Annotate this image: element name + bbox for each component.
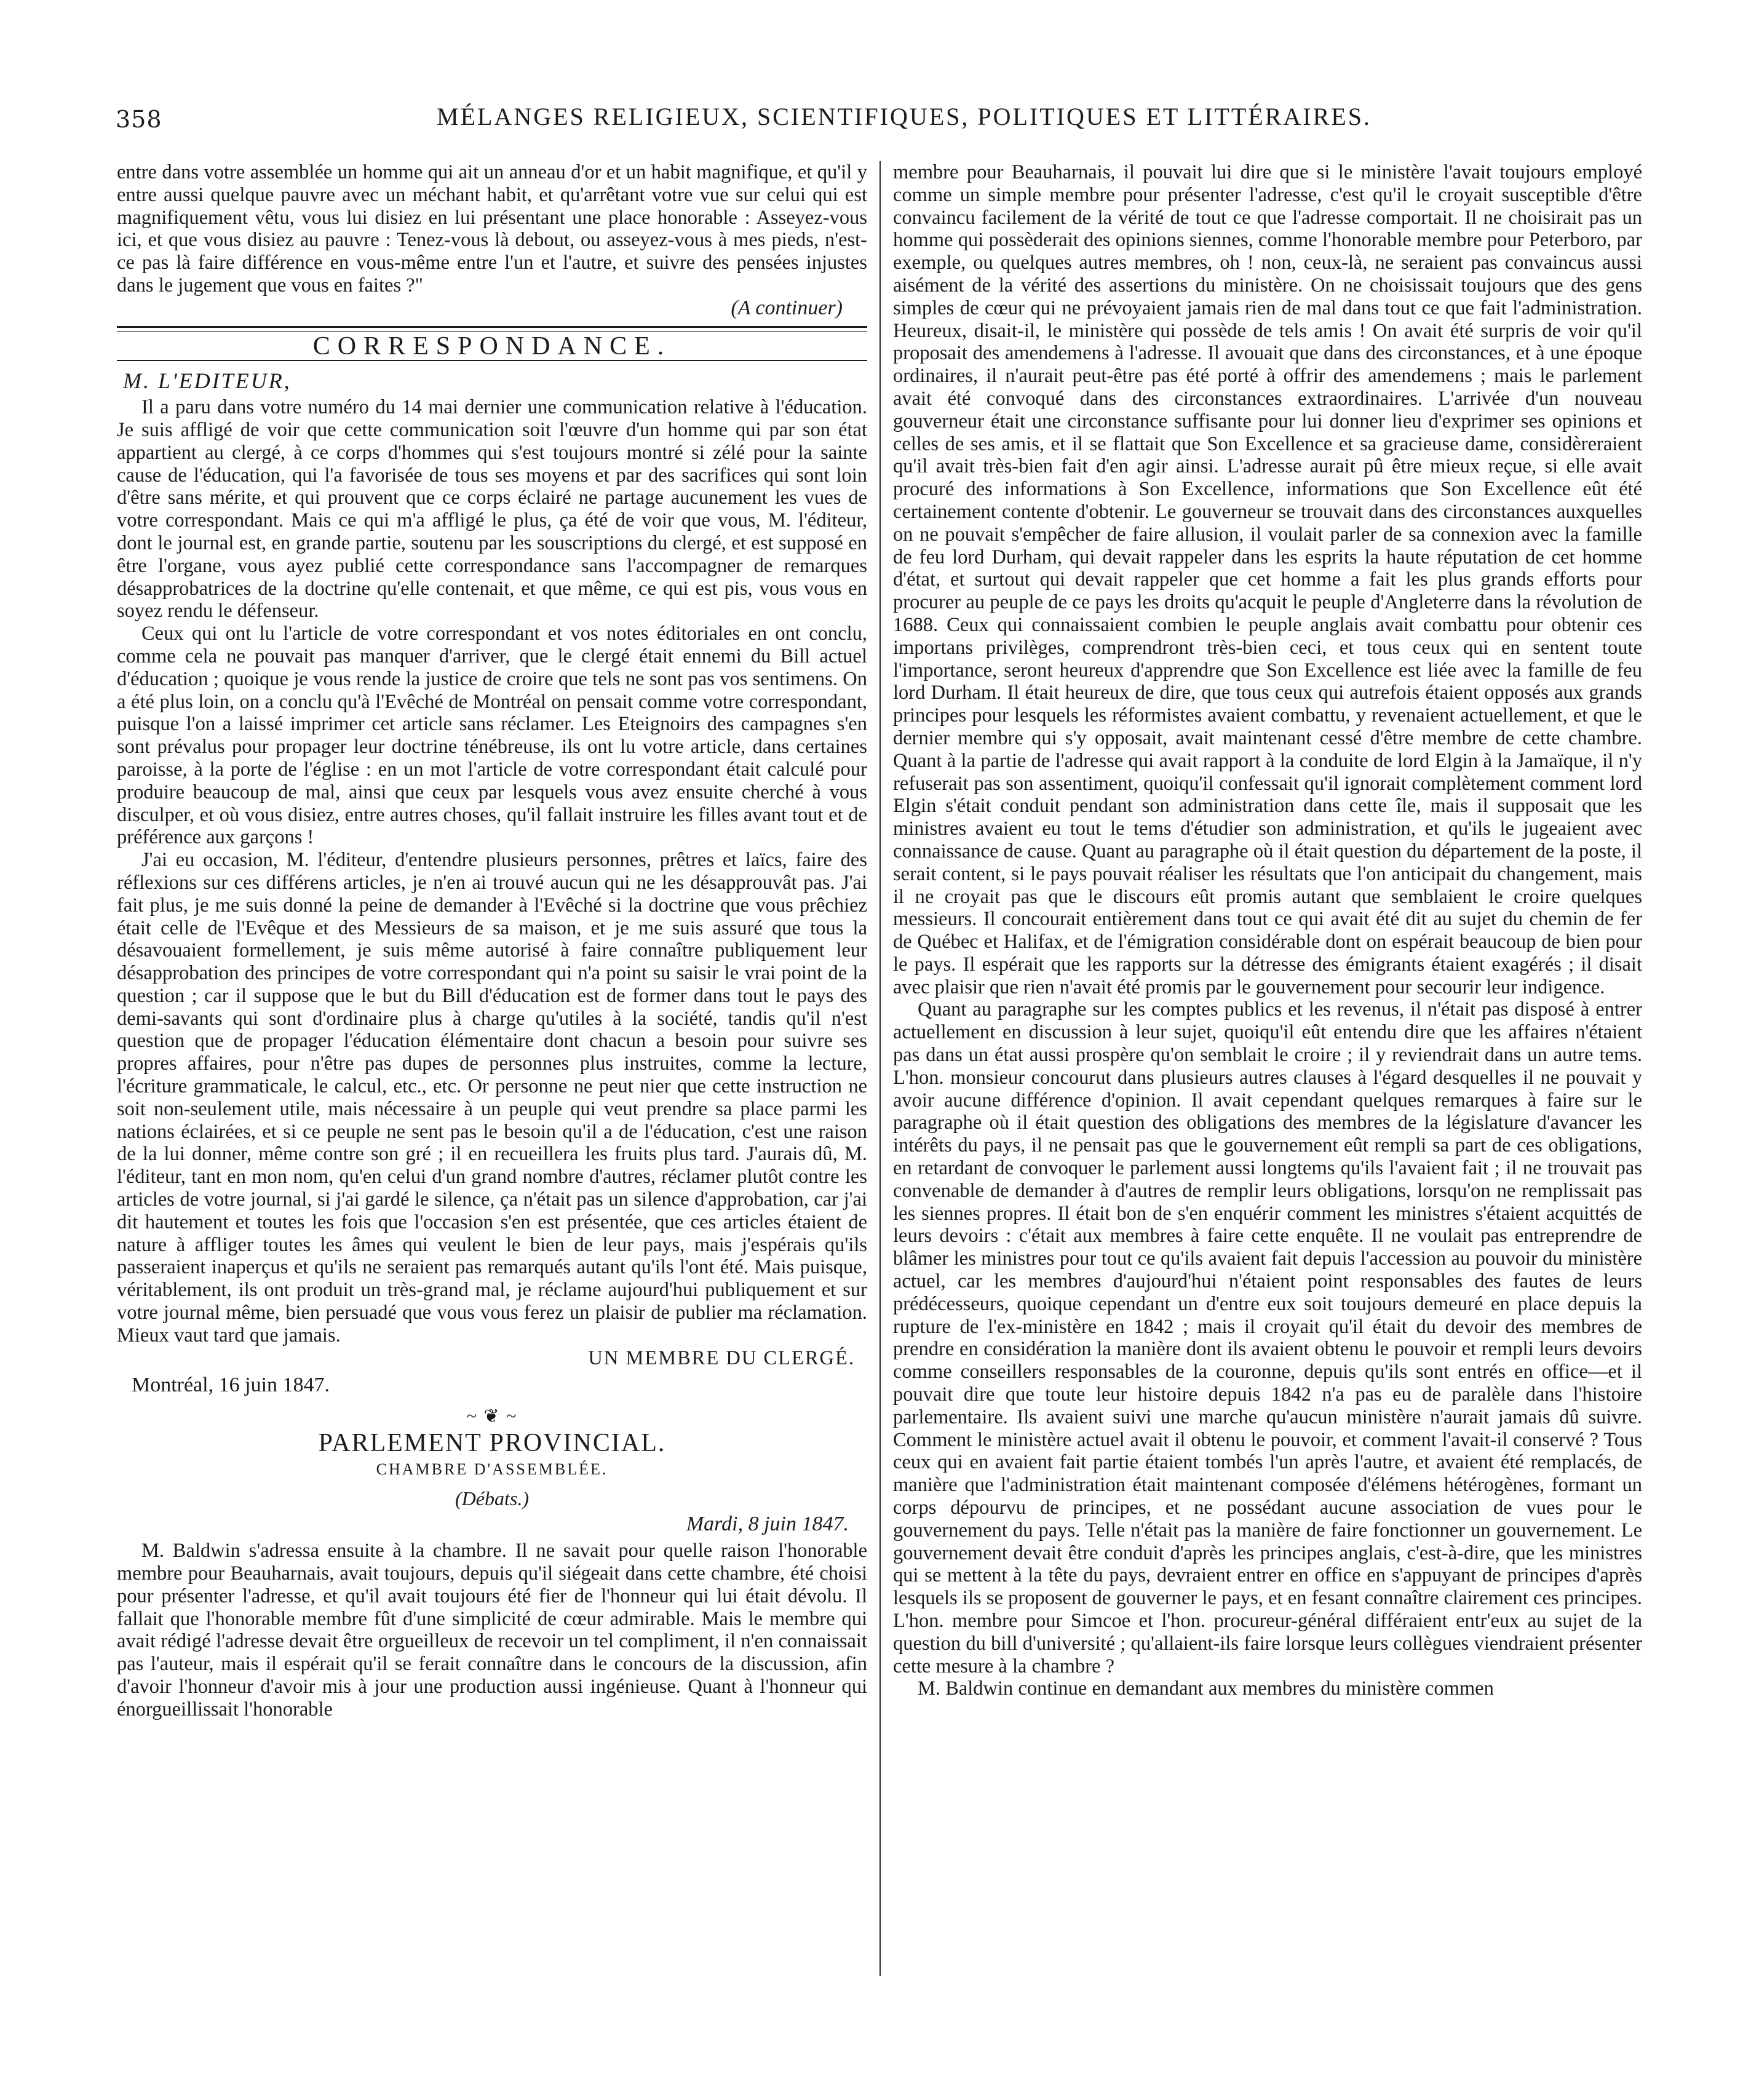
letter-paragraph: Ceux qui ont lu l'article de votre correspondant et vos notes éditoriales en ont conclu, comme cela ne pouvait pas manquer d'arriver, que le clergé était ennemi du Bill actuel d'éducation ; quoique je vous rende la justice de croire que tels ne sont pas vos sentimens. On a été plus loin, on a conclu qu'à l'Evêché de Montréal on pensait comme votre correspondant, puisque l'on a laissé imprimer cet article sans réclamer. Les Eteignoirs des campagnes s'en sont prévalus pour propager leur doctrine ténébreuse, ils ont lu votre article, dans certaines paroisse, à la porte de l'église : en un mot l'article de votre correspondant était calculé pour produire beaucoup de mal, ainsi que ceux par lesquels vous avez ensuite cherché à vous disculper, et où vous disiez, entre autres choses, qu'il fallait instruire les filles avant tout et de préférence aux garçons !: [117, 622, 867, 849]
debate-paragraph: M. Baldwin continue en demandant aux membres du ministère commen: [918, 1677, 1494, 1700]
continuation-line: [117, 297, 867, 320]
page-number: 358: [116, 106, 162, 133]
parliament-title: PARLEMENT PROVINCIAL.: [318, 1429, 666, 1458]
debate-paragraph: Quant au paragraphe sur les comptes publics et les revenus, il n'était pas disposé à entrer actuellement en discussion à leur sujet, quoiqu'il eût entendu dire que les affaires n'étaient pas dans un état aussi prospère qu'on semblait le croire ; il y reviendrait dans un autre tems. L'hon. monsieur concourut dans plusieurs autres clauses à l'égard desquelles il ne pouvait y avoir aucune différence d'opinion. Il avait cependant quelques remarques à faire sur le paragraphe où il était question des obligations des membres de la législature d'avancer les intérêts du pays, il ne pensait pas que le gouvernement eût rempli sa part de ces obligations, en retardant de convoquer le parlement aussi longtems qu'ils l'avaient fait ; il ne trouvait pas convenable de demander à d'autres de remplir leurs obligations, lorsqu'on ne remplissait pas les siennes propres. Il était bon de s'en enquérir comment les ministres s'étaient acquittés de leurs devoirs : c'était aux membres à faire cette enquête. Il ne voulait pas entreprendre de blâmer les ministres pour tout ce qu'ils avaient fait depuis l'accession au pouvoir du ministère actuel, car les membres d'aujourd'hui n'étaient point responsables des fautes de leurs prédécesseurs, quoique cependant un d'entre eux soit toujours demeuré en place depuis la rupture de l'ex-ministère en 1842 ; mais il croyait qu'il était du devoir des membres de prendre en considération la manière dont ils avaient obtenu le pouvoir et rempli leurs devoirs comme conseillers responsables de la couronne, depuis qu'ils sont entrés en office—et il pouvait dire que toute leur histoire depuis 1842 n'a pas eu de paralèle dans l'histoire parlementaire. Ils avaient suivi une marche qu'aucun ministère n'aurait jamais dû suivre. Comment le ministère actuel avait il obtenu le pouvoir, et comment l'avait-il conservé ? Tous ceux qui en avaient fait partie étaient tombés l'un après l'autre, et avaient été remplacés, de manière que l'administration était maintenant composée d'élémens hétérogènes, formant un corps dépourvu de principes, et ne possédant aucune association de vues pour le gouvernement du pays. Telle n'était pas la manière de faire fonctionner un gouvernement. Le gouvernement devait être conduit d'après les principes anglais, c'est-à-dire, que les ministres qui se mettent à la tête du pays, devraient entrer en office en s'appuyant de principes d'après lesquels ils se proposent de gouverner le pays, et en fesant connaître clairement ces principes. L'hon. membre pour Simcoe et l'hon. procureur-général différaient entr'eux au sujet de la question du bill d'université ; qu'allaient-ils faire lorsque leurs collègues viendraient présenter cette mesure à la chambre ?: [893, 998, 1642, 1677]
debate-paragraph: M. Baldwin s'adressa ensuite à la chambre. Il ne savait pour quelle raison l'honorable membre pour Beauharnais, avait toujours, depuis qu'il siégeait dans cette chambre, été choisi pour présenter l'adresse, et qu'il avait toujours été fier de l'honneur qui lui était dévolu. Il fallait que l'honorable membre fût d'une simplicité de cœur admirable. Mais le membre qui avait rédigé l'adresse devait être orgueilleux de recevoir un tel compliment, il n'en connaissait pas l'auteur, mais il espérait qu'il se ferait connaître dans le concours de la discussion, afin d'avoir l'honneur d'avoir mis à jour une production aussi ingénieuse. Quant à l'honneur qui énorgueillissait l'honorable: [117, 1540, 867, 1720]
debate-date: Mardi, 8 juin 1847.: [686, 1513, 849, 1536]
page-header: [105, 97, 1654, 140]
left-column: [117, 161, 867, 1721]
intro-text: entre dans votre assemblée un homme qui ait un anneau d'or et un habit magnifique, et qu'il y entre aussi quelque pauvre avec un méchant habit, et qu'arrêtant votre vue sur celui qui est magnifiquement vêtu, vous lui disiez en lui présentant une place honorable : Asseyez-vous ici, et que vous disiez au pauvre : Tenez-vous là debout, ou asseyez-vous à mes pieds, n'est-ce pas là faire différence en vous-même entre l'un et l'autre, et suivre des pensées injustes dans le jugement que vous en faites ?": [117, 161, 867, 296]
debate-paragraph: membre pour Beauharnais, il pouvait lui dire que si le ministère l'avait toujours employé comme un simple membre pour présenter l'adresse, c'est qu'il le croyait susceptible d'être convaincu facilement de la vérité de tout ce que l'adresse comportait. Il ne choisirait pas un homme qui possèderait des opinions siennes, comme l'honorable membre pour Peterboro, par exemple, ou quelques autres membres, oh ! non, ceux-là, ne seraient pas convaincus aussi aisément de la vérité des assertions du ministère. On ne choisissait toujours que des gens simples de cœur qui ne prévoyaient jamais rien de mal dans tout ce que fait l'administration. Heureux, disait-il, le ministère qui possède de tels amis ! On avait été surpris de voir qu'il proposait des amendemens à l'adresse. Il avouait que dans des circonstances, et à une époque ordinaires, il n'aurait peut-être pas été porté à offrir des amendemens ; mais le parlement avait été convoqué dans des circonstances extraordinaires. L'arrivée d'un nouveau gouverneur était une circonstance suffisante pour lui donner lieu d'exprimer ses opinions et celles de ses amis, et il se flattait que Son Excellence et sa gracieuse dame, considèreraient qu'il avait très-bien fait d'en agir ainsi. L'adresse aurait pû être mieux reçue, si elle avait procuré des informations à Son Excellence, informations que Son Excellence eût été certainement contente d'obtenir. Le gouverneur se trouvait dans des circonstances auxquelles on ne pouvait s'empêcher de faire allusion, il voulait parler de sa connexion avec la famille de feu lord Durham, qui devait rappeler dans les esprits la haute réputation de cet homme d'état, et surtout qui devait rappeler que cet homme a fait les plus grands efforts pour procurer au peuple de ce pays les droits qu'acquit le peuple d'Angleterre dans la révolution de 1688. Ceux qui connaissaient combien le peuple anglais avait combattu pour obtenir ces importans privilèges, comprendront très-bien ceci, et tous ceux qui en sentent toute l'importance, seront heureux d'apprendre que Son Excellence est liée avec la famille de feu lord Durham. Il était heureux de dire, que tous ceux qui autrefois étaient opposés aux grands principes pour lesquels les réformistes avaient combattu, y revenaient actuellement, et que le dernier membre qui s'y opposait, avait maintenant cessé d'être membre de cette chambre. Quant à la partie de l'adresse qui avait rapport à la conduite de lord Elgin à la Jamaïque, il n'y refuserait pas son assentiment, quoiqu'il confessait qu'il ignorait complètement comment lord Elgin s'était conduit pendant son administration dans cette île, mais il supposait que les ministres avaient eu tout le tems d'étudier son administration, et qu'ils le jugeaient avec connaissance de cause. Quant au paragraphe où il était question du département de la poste, il serait content, si le pays pouvait réaliser les résultats que l'on anticipait du changement, mais il ne croyait pas que le discours eût promis autant que semblaient le croire quelques messieurs. Il concourait entièrement dans tout ce qui avait été dit au sujet du chemin de fer de Québec et Halifax, et de l'émigration considérable dont on espérait beaucoup de bien pour le pays. Il espérait que les rapports sur la détresse des émigrants étaient exagérés ; il disait avec plaisir que rien n'avait été promis par le gouvernement pour secourir leur indigence.: [893, 161, 1642, 998]
letter-paragraph: J'ai eu occasion, M. l'éditeur, d'entendre plusieurs personnes, prêtres et laïcs, faire des réflexions sur ces différens articles, je n'en ai trouvé aucun qui ne les désapprouvât pas. J'ai fait plus, je me suis donné la peine de demander à l'Evêché si la doctrine que vous prêchiez était celle de l'Evêque et des Messieurs de sa maison, et je me suis assuré que tous la désavouaient formellement, je suis même autorisé à faire connaître publiquement leur désapprobation des principes de votre correspondant qui n'a point su saisir le vrai point de la question ; car il suppose que le but du Bill d'éducation est de former dans tout le pays des demi-savants qui sont d'ordinaire plus à charge qu'utiles à la société, tandis qu'il n'est question que de propager l'éducation élémentaire dont chacun a besoin pour suivre ses propres affaires, pour n'être pas dupes de personnes plus instruites, comme la lecture, l'écriture grammaticale, le calcul, etc., etc. Or personne ne peut nier que cette instruction ne soit non-seulement utile, mais nécessaire à un peuple qui veut prendre sa place parmi les nations éclairées, et si ce peuple ne sent pas le besoin qu'il a de l'éducation, c'est une raison de la lui donner, même contre son gré ; il en recueillera les fruits plus tard. J'aurais dû, M. l'éditeur, tant en mon nom, qu'en celui d'un grand nombre d'autres, réclamer plutôt contre les articles de votre journal, si j'ai gardé le silence, ça n'était pas un silence d'approbation, car j'ai dit hautement et toutes les fois que l'occasion s'en est présentée, que ces articles étaient de nature à affliger toutes les âmes qui veulent le bien de leur pays, mais j'espérais qu'ils passeraient inaperçus et qu'ils ne seraient pas remarqués autant qu'ils l'ont été. Mais puisque, véritablement, ils ont produit un très-grand mal, je réclame aujourd'hui publiquement et sur votre journal même, bien persuadé que vous vous ferez un plaisir de publier ma réclamation. Mieux vaut tard que jamais.: [117, 849, 867, 1346]
debates-subtitle: (Débats.): [455, 1487, 529, 1509]
letter-dateline: Montréal, 16 juin 1847.: [132, 1374, 330, 1397]
continuation-tag: (A continuer): [731, 296, 843, 319]
correspondence-title: CORRESPONDANCE.: [312, 332, 672, 360]
ornament-divider: ~ ❦ ~: [466, 1406, 518, 1427]
running-title: MÉLANGES RELIGIEUX, SCIENTIFIQUES, POLITIQUES ET LITTÉRAIRES.: [437, 103, 1372, 130]
letter-paragraph: Il a paru dans votre numéro du 14 mai dernier une communication relative à l'éducation. Je suis affligé de voir que cette communication soit l'œuvre d'un homme qui par son état appartient au clergé, à ce corps d'hommes qui s'est toujours montré si zélé pour la sainte cause de l'éducation, qui l'a favorisée de tous ses moyens et par des sacrifices qui sont loin d'être sans mérite, et qui prouvent que ce corps éclairé ne partage aucunement les vues de votre correspondant. Mais ce qui m'a affligé le plus, ça été de voir que vous, M. l'éditeur, dont le journal est, en grande partie, soutenu par les souscriptions du clergé, et est supposé en être l'organe, vous ayez publié cette correspondance sans l'accompagner de remarques désapprobatrices de la doctrine qu'elle contenait, et que même, ce qui est pis, vous vous en soyez rendu le défenseur.: [117, 396, 867, 622]
title-underline: [117, 360, 867, 361]
right-column: [893, 161, 1642, 1700]
letter-salutation: M. L'EDITEUR,: [123, 368, 292, 394]
section-divider: [117, 326, 867, 332]
assembly-subtitle: CHAMBRE D'ASSEMBLÉE.: [376, 1460, 608, 1478]
letter-signature: UN MEMBRE DU CLERGÉ.: [588, 1346, 855, 1369]
column-divider: [879, 161, 881, 1976]
